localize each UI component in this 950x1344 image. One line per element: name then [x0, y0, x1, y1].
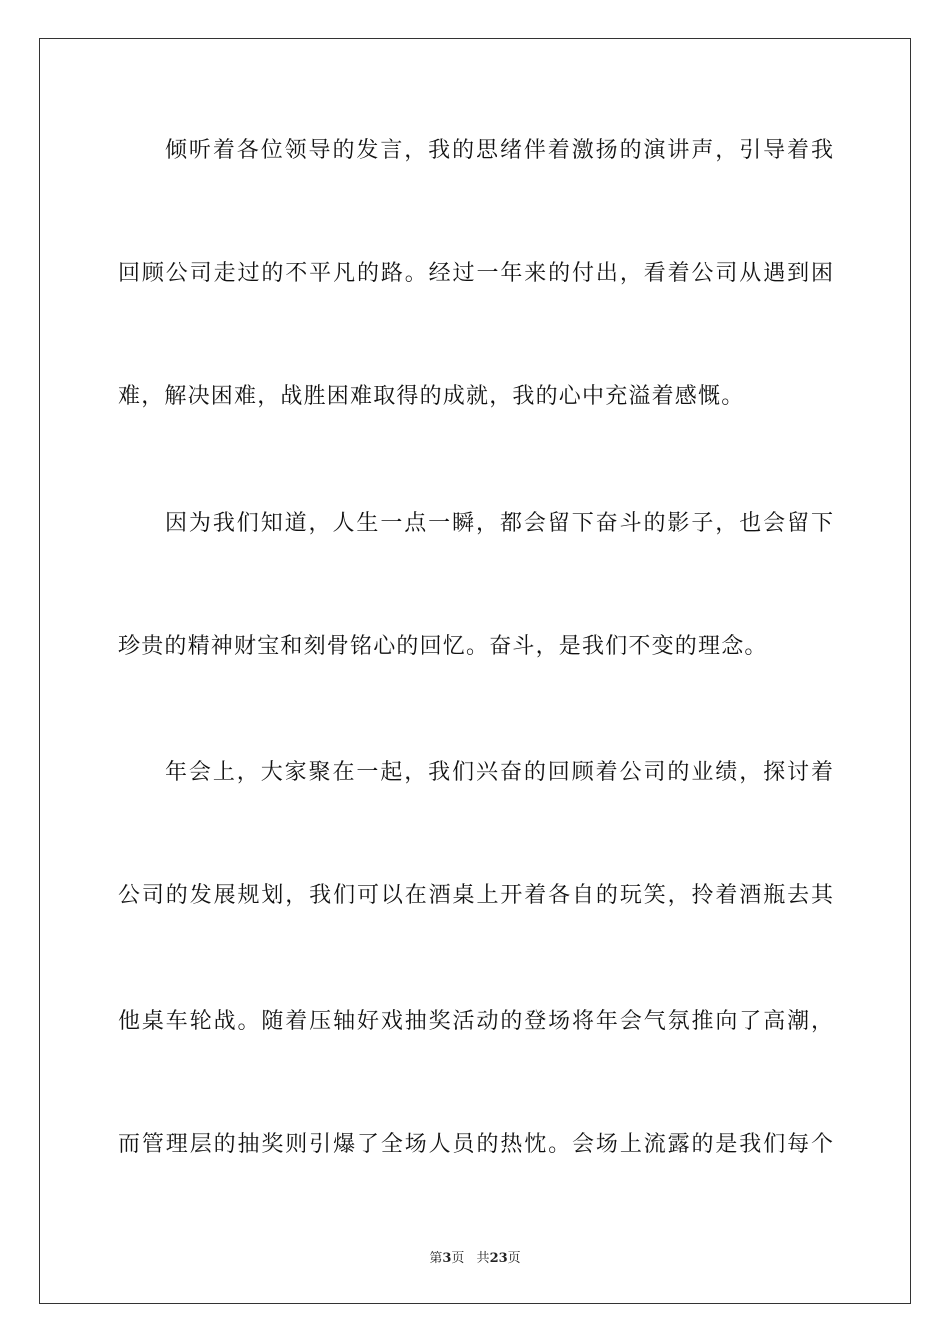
text-line-9: 而管理层的抽奖则引爆了全场人员的热忱。会场上流露的是我们每个	[118, 1132, 833, 1157]
page-number: 3	[442, 1251, 452, 1266]
text-line-8: 他桌车轮战。随着压轴好戏抽奖活动的登场将年会气氛推向了高潮，	[118, 1009, 833, 1034]
text-line-3: 难，解决困难，战胜困难取得的成就，我的心中充溢着感慨。	[118, 384, 745, 409]
page-indicator: 第3页	[429, 1251, 465, 1266]
text-line-5: 珍贵的精神财宝和刻骨铭心的回忆。奋斗，是我们不变的理念。	[118, 634, 768, 659]
total-pages-indicator: 共23页	[476, 1251, 521, 1266]
text-line-4: 因为我们知道，人生一点一瞬，都会留下奋斗的影子，也会留下	[165, 511, 833, 536]
text-line-6: 年会上，大家聚在一起，我们兴奋的回顾着公司的业绩，探讨着	[165, 760, 833, 785]
text-line-2: 回顾公司走过的不平凡的路。经过一年来的付出，看着公司从遇到困	[118, 261, 833, 286]
text-line-7: 公司的发展规划，我们可以在酒桌上开着各自的玩笑，拎着酒瓶去其	[118, 883, 833, 908]
total-page-number: 23	[489, 1251, 508, 1266]
page-border	[39, 38, 911, 1304]
text-line-1: 倾听着各位领导的发言，我的思绪伴着激扬的演讲声，引导着我	[165, 138, 833, 163]
page-footer	[0, 1247, 950, 1266]
